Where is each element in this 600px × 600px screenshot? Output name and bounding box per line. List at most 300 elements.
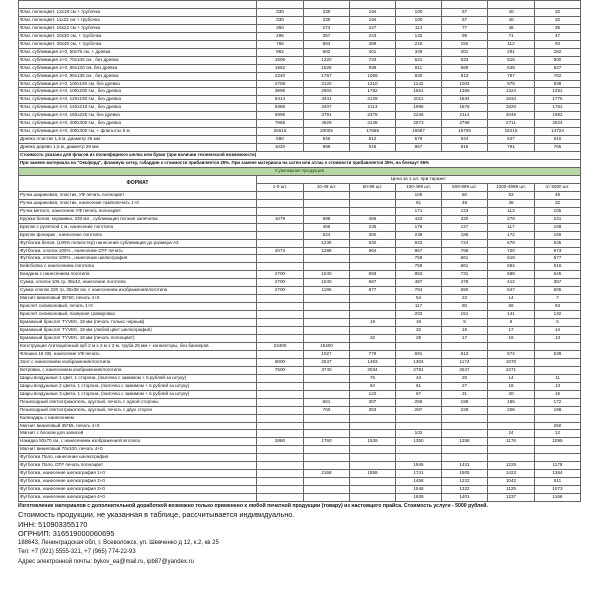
price-cell: 577 bbox=[535, 255, 581, 263]
price-cell: 159 bbox=[535, 231, 581, 239]
price-cell: 6000 bbox=[257, 358, 304, 366]
price-cell bbox=[442, 414, 488, 422]
price-cell: 2120 bbox=[304, 80, 350, 88]
flag-row bbox=[19, 64, 581, 72]
price-cell: 619 bbox=[488, 255, 535, 263]
format-header: ФОРМАТ bbox=[19, 175, 257, 191]
price-cell bbox=[350, 414, 396, 422]
price-cell: 698 bbox=[304, 215, 350, 223]
price-cell: 816 bbox=[442, 144, 488, 152]
price-cell: 6 bbox=[488, 319, 535, 327]
price-cell bbox=[304, 374, 350, 382]
price-cell: 105 bbox=[535, 207, 581, 215]
price-cell: 584 bbox=[488, 263, 535, 271]
souvenir-row bbox=[19, 438, 581, 446]
flag-row bbox=[19, 56, 581, 64]
price-cell: 759 bbox=[396, 263, 442, 271]
price-cell: 673 bbox=[535, 247, 581, 255]
price-cell: 243 bbox=[350, 32, 396, 40]
product-name: Магнит виниловый 70х100, печать 4+0 bbox=[19, 446, 257, 454]
price-cell: 203 bbox=[396, 311, 442, 319]
price-cell bbox=[257, 382, 304, 390]
price-cell: 99 bbox=[442, 32, 488, 40]
price-cell: 962 bbox=[257, 48, 304, 56]
footer-ogrnip: ОГРНИП: 316519000060695 bbox=[18, 529, 115, 539]
price-cell bbox=[257, 398, 304, 406]
product-name: Флаг, сублимация 4+0, 80х120 см, без древка bbox=[19, 64, 257, 72]
flag-row bbox=[19, 104, 581, 112]
souvenir-row bbox=[19, 303, 581, 311]
flag-row bbox=[19, 32, 581, 40]
price-cell: 3148 bbox=[350, 120, 396, 128]
empty-cell bbox=[350, 1, 396, 9]
tier-header: 1-9 шт. bbox=[257, 183, 304, 191]
price-cell: 1027 bbox=[304, 350, 350, 358]
price-cell: 2700 bbox=[257, 287, 304, 295]
price-cell: 661 bbox=[442, 263, 488, 271]
footer bbox=[18, 503, 600, 567]
price-cell: 688 bbox=[488, 271, 535, 279]
price-cell: 14724 bbox=[535, 128, 581, 136]
price-cell: 1760 bbox=[304, 438, 350, 446]
price-cell: 194 bbox=[350, 16, 396, 24]
price-cell: 357 bbox=[535, 279, 581, 287]
tier-header: 50-99 шт. bbox=[350, 183, 396, 191]
price-cell: 13 bbox=[535, 335, 581, 343]
price-cell: 867 bbox=[396, 247, 442, 255]
price-cell: 112 bbox=[488, 40, 535, 48]
price-cell: 20 bbox=[442, 374, 488, 382]
price-cell: 939 bbox=[535, 80, 581, 88]
price-cell: 524 bbox=[304, 231, 350, 239]
price-cell: 2113 bbox=[350, 104, 396, 112]
price-cell bbox=[304, 319, 350, 327]
price-cell: 307 bbox=[350, 398, 396, 406]
price-cell: 194 bbox=[350, 8, 396, 16]
product-name: Флаг, сублимация 4+0, 100х200 см , без древка bbox=[19, 88, 257, 96]
souvenir-row bbox=[19, 215, 581, 223]
price-cell: 669 bbox=[442, 64, 488, 72]
price-cell bbox=[535, 446, 581, 454]
price-cell: 2114 bbox=[442, 112, 488, 120]
price-cell: 102 bbox=[396, 430, 442, 438]
product-name: Футболка, нанесение шелкография 4+0 bbox=[19, 494, 257, 502]
price-cell bbox=[304, 327, 350, 335]
price-cell: 612 bbox=[350, 136, 396, 144]
price-cell: 5388 bbox=[257, 104, 304, 112]
souvenir-row bbox=[19, 335, 581, 343]
price-cell bbox=[304, 414, 350, 422]
price-cell: 19 bbox=[350, 319, 396, 327]
price-cell: 1364 bbox=[535, 470, 581, 478]
price-cell: 3781 bbox=[304, 112, 350, 120]
price-cell: 766 bbox=[257, 40, 304, 48]
price-cell bbox=[304, 199, 350, 207]
price-cell: 14 bbox=[488, 374, 535, 382]
souvenir-row bbox=[19, 191, 581, 199]
souvenir-row bbox=[19, 223, 581, 231]
price-cell: 768 bbox=[442, 247, 488, 255]
price-cell: 1079 bbox=[257, 215, 304, 223]
flag-row bbox=[19, 112, 581, 120]
price-cell bbox=[396, 446, 442, 454]
price-cell bbox=[257, 454, 304, 462]
price-cell: 646 bbox=[304, 136, 350, 144]
price-cell: 423 bbox=[396, 215, 442, 223]
price-cell: 1281 bbox=[535, 88, 581, 96]
price-cell bbox=[304, 263, 350, 271]
price-cell: 29 bbox=[396, 335, 442, 343]
price-cell: 720 bbox=[488, 247, 535, 255]
price-cell bbox=[350, 199, 396, 207]
price-cell: 69 bbox=[488, 303, 535, 311]
price-cell bbox=[442, 446, 488, 454]
product-name: Флаг, полноцвет, 20х30 см, + трубочка bbox=[19, 32, 257, 40]
price-cell: 1002 bbox=[442, 80, 488, 88]
price-cell: 1458 bbox=[396, 478, 442, 486]
price-cell: 787 bbox=[488, 72, 535, 80]
price-cell: 150 bbox=[442, 40, 488, 48]
flag-row bbox=[19, 136, 581, 144]
price-cell: 171 bbox=[396, 207, 442, 215]
price-cell: 2700 bbox=[257, 271, 304, 279]
price-cell bbox=[304, 462, 350, 470]
price-cell bbox=[396, 342, 442, 350]
price-cell: 219 bbox=[396, 40, 442, 48]
price-cell: 26616 bbox=[257, 128, 304, 136]
flag-row bbox=[19, 8, 581, 16]
price-cell: 13 bbox=[535, 382, 581, 390]
price-cell: 1561 bbox=[396, 88, 442, 96]
price-cell: 238 bbox=[396, 231, 442, 239]
price-cell: 680 bbox=[257, 136, 304, 144]
empty-cell bbox=[488, 1, 535, 9]
price-cell: 94 bbox=[350, 382, 396, 390]
price-cell bbox=[304, 255, 350, 263]
price-cell: 3896 bbox=[257, 88, 304, 96]
product-name: Флаг, полноцвет, 30х40 см, + трубочка bbox=[19, 40, 257, 48]
price-cell: 1020 bbox=[257, 144, 304, 152]
price-cell: 510 bbox=[535, 136, 581, 144]
price-cell: 1350 bbox=[396, 438, 442, 446]
price-cell bbox=[304, 295, 350, 303]
price-cell: 122 bbox=[350, 390, 396, 398]
price-cell: 1288 bbox=[304, 247, 350, 255]
price-cell bbox=[350, 462, 396, 470]
price-cell: 645 bbox=[535, 271, 581, 279]
product-name: Сумка, хлопок 105 гр, 38х42, нанесение логотипа bbox=[19, 279, 257, 287]
price-cell: 2378 bbox=[350, 112, 396, 120]
souvenir-row bbox=[19, 486, 581, 494]
price-cell: 330 bbox=[257, 8, 304, 16]
price-cell bbox=[257, 319, 304, 327]
price-cell: 250 bbox=[396, 398, 442, 406]
price-cell: 1258 bbox=[442, 438, 488, 446]
price-cell: 1196 bbox=[304, 287, 350, 295]
price-cell bbox=[257, 430, 304, 438]
price-cell bbox=[350, 191, 396, 199]
price-cell: 3034 bbox=[350, 366, 396, 374]
price-cell: 15400 bbox=[304, 342, 350, 350]
price-cell: 23400 bbox=[257, 342, 304, 350]
product-name: Пешеходный светоотражатель, круглый, печать с двух сторон bbox=[19, 406, 257, 414]
blank-row bbox=[19, 1, 581, 9]
price-cell bbox=[257, 478, 304, 486]
price-cell: 117 bbox=[488, 223, 535, 231]
price-cell bbox=[350, 486, 396, 494]
price-cell: 7500 bbox=[257, 366, 304, 374]
price-cell bbox=[257, 374, 304, 382]
price-cell: 14 bbox=[488, 295, 535, 303]
product-name: Футболка Поло, нанесение шелкография bbox=[19, 454, 257, 462]
price-cell: 67 bbox=[396, 390, 442, 398]
price-cell: 1304 bbox=[396, 358, 442, 366]
product-name: Сумка хлопок 220 гр, 35х38 см, с нанесением изображения/логотипа bbox=[19, 287, 257, 295]
price-cell: 578 bbox=[396, 136, 442, 144]
price-cell: 206 bbox=[488, 406, 535, 414]
product-name: Шары воздушные 3 цвета, 1 сторона, (палочка с зажимом + 5 рублей за штуку) bbox=[19, 390, 257, 398]
product-name: Шары воздушные 1 цвет, 1 сторона, (палочка с зажимом + 5 рублей за штуку) bbox=[19, 374, 257, 382]
price-cell bbox=[442, 342, 488, 350]
price-cell: 3407 bbox=[304, 104, 350, 112]
product-name: Флаг, сублимация 4+0, 90х135 см , без древка bbox=[19, 72, 257, 80]
price-cell: 635 bbox=[535, 239, 581, 247]
price-cell: 60 bbox=[442, 191, 488, 199]
price-cell: 17 bbox=[442, 335, 488, 343]
price-cell bbox=[304, 390, 350, 398]
price-cell bbox=[257, 335, 304, 343]
price-cell: 487 bbox=[396, 279, 442, 287]
empty-cell bbox=[257, 1, 304, 9]
product-name: Футболка, нанесение шелкография 3+0 bbox=[19, 486, 257, 494]
price-cell: 43 bbox=[396, 374, 442, 382]
price-cell: 1237 bbox=[488, 494, 535, 502]
price-cell: 527 bbox=[488, 136, 535, 144]
tier-header: 1000-4999 шт. bbox=[488, 183, 535, 191]
price-cell: 106 bbox=[396, 191, 442, 199]
price-cell: 1639 bbox=[396, 494, 442, 502]
price-cell: 239 bbox=[304, 8, 350, 16]
price-cell bbox=[257, 207, 304, 215]
souvenir-row bbox=[19, 454, 581, 462]
souvenir-row bbox=[19, 414, 581, 422]
price-cell: 22 bbox=[442, 295, 488, 303]
price-cell: 274 bbox=[304, 24, 350, 32]
note-row bbox=[19, 160, 581, 168]
price-cell bbox=[304, 303, 350, 311]
price-cell bbox=[304, 478, 350, 486]
price-cell: 2711 bbox=[488, 120, 535, 128]
price-cell: 724 bbox=[442, 239, 488, 247]
price-cell bbox=[257, 350, 304, 358]
price-cell bbox=[350, 255, 396, 263]
price-cell: 113 bbox=[488, 207, 535, 215]
price-cell bbox=[257, 239, 304, 247]
price-cell: 12 bbox=[535, 430, 581, 438]
price-cell: 1220 bbox=[304, 56, 350, 64]
souvenir-row bbox=[19, 263, 581, 271]
price-cell: 1878 bbox=[442, 104, 488, 112]
price-cell: 661 bbox=[304, 398, 350, 406]
product-name: Флаг, сублимация 4+0, 200х300 см, + флагшток 5 м bbox=[19, 128, 257, 136]
price-cell: 32 bbox=[396, 327, 442, 335]
souvenir-row bbox=[19, 319, 581, 327]
price-cell: 1166 bbox=[535, 494, 581, 502]
price-cell: 648 bbox=[488, 64, 535, 72]
price-cell: 2880 bbox=[257, 438, 304, 446]
price-cell bbox=[257, 327, 304, 335]
price-cell bbox=[257, 422, 304, 430]
price-cell: 496 bbox=[257, 32, 304, 40]
price-cell: 605 bbox=[535, 287, 581, 295]
price-cell: 133 bbox=[396, 32, 442, 40]
product-name: Флаг, сублимация 4+0, 140х210 см , без древка bbox=[19, 104, 257, 112]
price-cell: 1070 bbox=[488, 358, 535, 366]
price-cell: 2246 bbox=[396, 112, 442, 120]
price-cell: 918 bbox=[350, 144, 396, 152]
flag-row bbox=[19, 40, 581, 48]
price-cell: 867 bbox=[396, 144, 442, 152]
section-title: Сувенирная продукция bbox=[19, 168, 581, 176]
price-cell: 760 bbox=[304, 406, 350, 414]
price-cell: 1946 bbox=[396, 462, 442, 470]
price-cell bbox=[257, 462, 304, 470]
price-cell: 239 bbox=[304, 16, 350, 24]
price-cell: 20005 bbox=[304, 128, 350, 136]
price-cell bbox=[304, 335, 350, 343]
price-cell: 627 bbox=[535, 64, 581, 72]
price-cell: 564 bbox=[304, 40, 350, 48]
price-cell: 1775 bbox=[535, 96, 581, 104]
price-cell: 691 bbox=[396, 350, 442, 358]
price-cell: 24 bbox=[488, 430, 535, 438]
footer-phone: Тел: +7 (921) 5555-321, +7 (965) 774-22-93 bbox=[18, 549, 136, 556]
price-cell: 1322 bbox=[442, 486, 488, 494]
souvenir-row bbox=[19, 494, 581, 502]
product-name: Футболка, нанесение шелкография 1+0 bbox=[19, 470, 257, 478]
price-cell: 31 bbox=[442, 390, 488, 398]
product-name: Древко дерево 1,5 м, диаметр 28 мм bbox=[19, 144, 257, 152]
price-cell bbox=[257, 446, 304, 454]
price-cell: 762 bbox=[535, 72, 581, 80]
empty-cell bbox=[535, 1, 581, 9]
price-cell: 1040 bbox=[304, 279, 350, 287]
flag-row bbox=[19, 16, 581, 24]
product-name: Флешка 16 GB, нанесение УФ-печать bbox=[19, 350, 257, 358]
price-cell: 282 bbox=[535, 48, 581, 56]
price-cell: 2011 bbox=[396, 96, 442, 104]
price-cell bbox=[535, 358, 581, 366]
price-cell: 731 bbox=[442, 271, 488, 279]
price-cell: 19 bbox=[396, 319, 442, 327]
price-cell: 61 bbox=[396, 382, 442, 390]
price-cell bbox=[350, 494, 396, 502]
price-cell bbox=[304, 446, 350, 454]
price-cell: 81 bbox=[396, 199, 442, 207]
price-cell: 1125 bbox=[488, 486, 535, 494]
price-cell bbox=[350, 295, 396, 303]
souvenir-row bbox=[19, 358, 581, 366]
price-cell: 1310 bbox=[350, 80, 396, 88]
price-cell: 32 bbox=[535, 199, 581, 207]
price-cell: 176 bbox=[396, 223, 442, 231]
price-cell: 127 bbox=[442, 223, 488, 231]
price-cell: 533 bbox=[442, 56, 488, 64]
price-cell bbox=[304, 382, 350, 390]
empty-cell bbox=[442, 1, 488, 9]
price-cell: 27 bbox=[442, 382, 488, 390]
souvenir-row bbox=[19, 430, 581, 438]
price-cell: 357 bbox=[304, 32, 350, 40]
price-cell: 172 bbox=[488, 231, 535, 239]
product-name: Футболка, нанесение шелкография 2+0 bbox=[19, 478, 257, 486]
souvenir-row bbox=[19, 478, 581, 486]
price-cell: 5414 bbox=[257, 96, 304, 104]
price-cell: 1741 bbox=[396, 470, 442, 478]
price-cell: 1042 bbox=[488, 478, 535, 486]
product-name: Флаг, сублимация 4+0, 120х180 см , без древка bbox=[19, 96, 257, 104]
price-cell: 291 bbox=[488, 48, 535, 56]
price-cell bbox=[257, 470, 304, 478]
product-name: Кружка белая, керамика, 330 мл , сублимация полная запечатка bbox=[19, 215, 257, 223]
price-cell: 791 bbox=[488, 144, 535, 152]
tier-header: 10-49 шт. bbox=[304, 183, 350, 191]
footer-address: 188643, Ленинградская обл, г. Всеволожск, ул. Шевченко д 12, к.2, кв 25 bbox=[18, 539, 219, 546]
price-cell: 185 bbox=[442, 231, 488, 239]
price-cell: 93 bbox=[535, 40, 581, 48]
price-cell: 661 bbox=[442, 255, 488, 263]
tier-header: от 5000 шт. bbox=[535, 183, 581, 191]
price-cell bbox=[350, 478, 396, 486]
price-cell bbox=[535, 366, 581, 374]
price-cell: 76 bbox=[350, 374, 396, 382]
souvenir-row bbox=[19, 231, 581, 239]
product-name: Брелок фонарик , нанесение логотипа bbox=[19, 231, 257, 239]
price-cell: 479 bbox=[442, 279, 488, 287]
price-cell: 63 bbox=[535, 303, 581, 311]
flag-row bbox=[19, 144, 581, 152]
price-cell: 1528 bbox=[304, 64, 350, 72]
price-cell: 330 bbox=[257, 16, 304, 24]
price-cell: 198 bbox=[535, 406, 581, 414]
price-cell: 47 bbox=[535, 32, 581, 40]
price-cell: 353 bbox=[350, 406, 396, 414]
souvenir-row bbox=[19, 255, 581, 263]
product-name: Флаг, сублимация 4+0, 200х300 см , без древка bbox=[19, 120, 257, 128]
price-cell: 2973 bbox=[396, 120, 442, 128]
product-name: Флаг, сублимация 4+0, 70х105 см , без древка bbox=[19, 56, 257, 64]
souvenir-row bbox=[19, 279, 581, 287]
product-name: Браслет силиконовый, лазерная гравировка bbox=[19, 311, 257, 319]
price-cell: 77 bbox=[442, 24, 488, 32]
product-name: Футболка, хлопок 100% , нанесение DTF печать bbox=[19, 247, 257, 255]
price-cell: 80 bbox=[442, 303, 488, 311]
price-cell: 7868 bbox=[257, 120, 304, 128]
price-cell: 2527 bbox=[442, 366, 488, 374]
price-cell: 1820 bbox=[488, 104, 535, 112]
price-cell: 287 bbox=[396, 406, 442, 414]
price-cell: 843 bbox=[396, 239, 442, 247]
product-name: Футболка белая, (100% полиэстер) нанесение сублимация до размера А3 bbox=[19, 239, 257, 247]
price-cell bbox=[488, 342, 535, 350]
price-cell: 279 bbox=[488, 215, 535, 223]
price-cell: 151 bbox=[442, 311, 488, 319]
souvenir-row bbox=[19, 470, 581, 478]
price-cell bbox=[257, 486, 304, 494]
price-cell: 1761 bbox=[535, 104, 581, 112]
price-cell bbox=[396, 422, 442, 430]
price-cell bbox=[257, 414, 304, 422]
